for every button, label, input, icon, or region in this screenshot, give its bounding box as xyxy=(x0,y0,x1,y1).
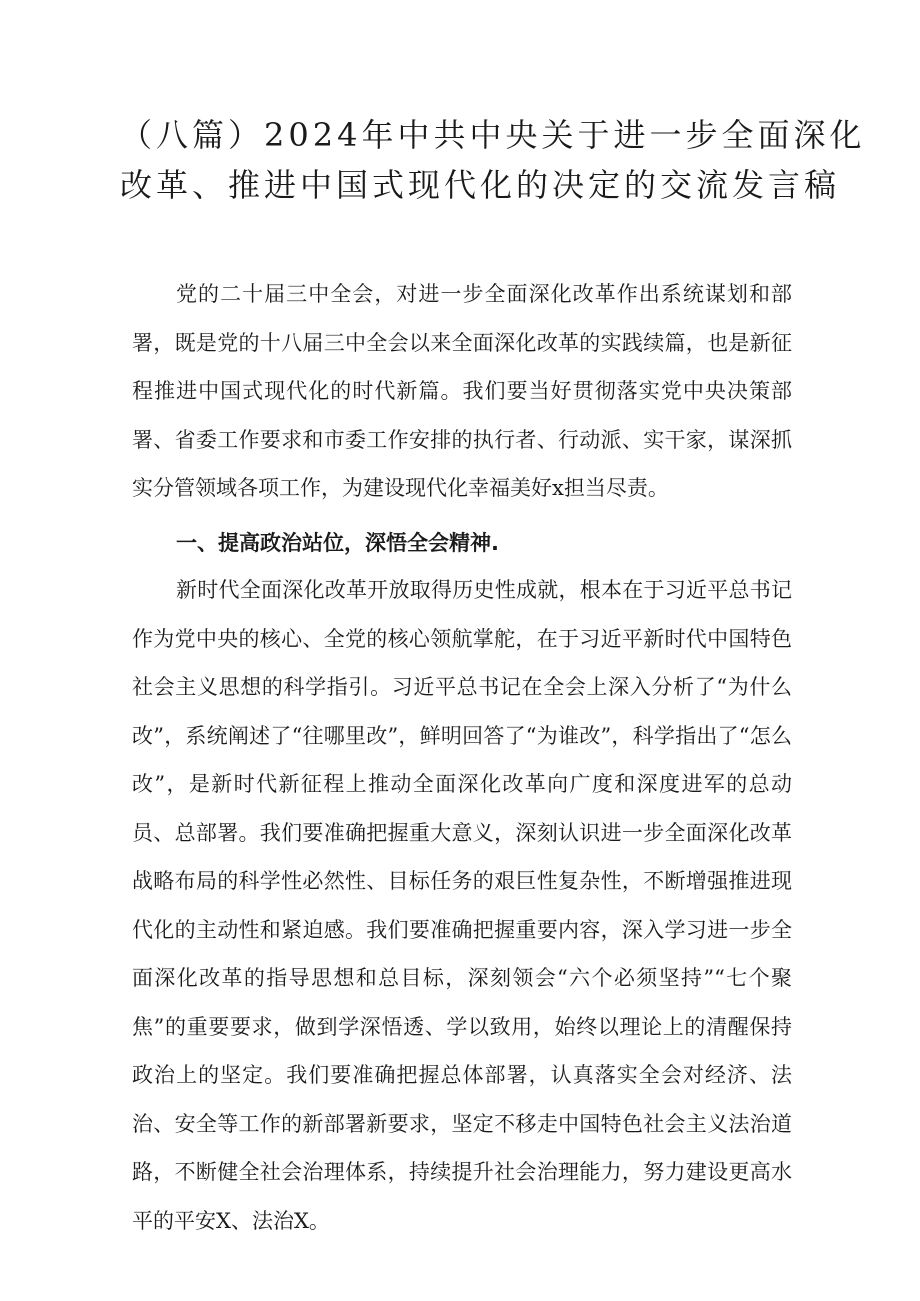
body-paragraph-intro: 党的二十届三中全会，对进一步全面深化改革作出系统谋划和部署，既是党的十八届三中全会以来全面深化改革的实践续篇，也是新征程推进中国式现代化的时代新篇。我们要当好贯彻落实党中央决策部署、省委工作要求和市委工作安排的执行者、行动派、实干家，谋深抓实分管领域各项工作，为建设现代化幸福美好x担当尽责。 xyxy=(132,282,792,500)
document-title-line-1: （八篇）2024年中共中央关于进一步全面深化 xyxy=(120,116,866,154)
document-title-line-2: 改革、推进中国式现代化的决定的交流发言稿 xyxy=(120,166,841,204)
body-paragraph-section-1: 新时代全面深化改革开放取得历史性成就，根本在于习近平总书记作为党中央的核心、全党的核心领航掌舵，在于习近平新时代中国特色社会主义思想的科学指引。习近平总书记在全会上深入分析了“为什么改”，系统阐述了“往哪里改”，鲜明回答了“为谁改”，科学指出了“怎么改”，是新时代新征程上推动全面深化改革向广度和深度进军的总动员、总部署。我们要准确把握重大意义，深刻认识进一步全面深化改革战略布局的科学性必然性、目标任务的艰巨性复杂性，不断增强推进现代化的主动性和紧迫感。我们要准确把握重要内容，深入学习进一步全面深化改革的指导思想和总目标，深刻领会“六个必须坚持”“七个聚焦”的重要要求，做到学深悟透、学以致用，始终以理论上的清醒保持政治上的坚定。我们要准确把握总体部署，认真落实全会对经济、法治、安全等工作的新部署新要求，坚定不移走中国特色社会主义法治道路，不断健全社会治理体系，持续提升社会治理能力，努力建设更高水平的平安X、法治X。 xyxy=(132,578,792,1233)
section-heading-1: 一、提高政治站位，深悟全会精神. xyxy=(176,531,499,555)
